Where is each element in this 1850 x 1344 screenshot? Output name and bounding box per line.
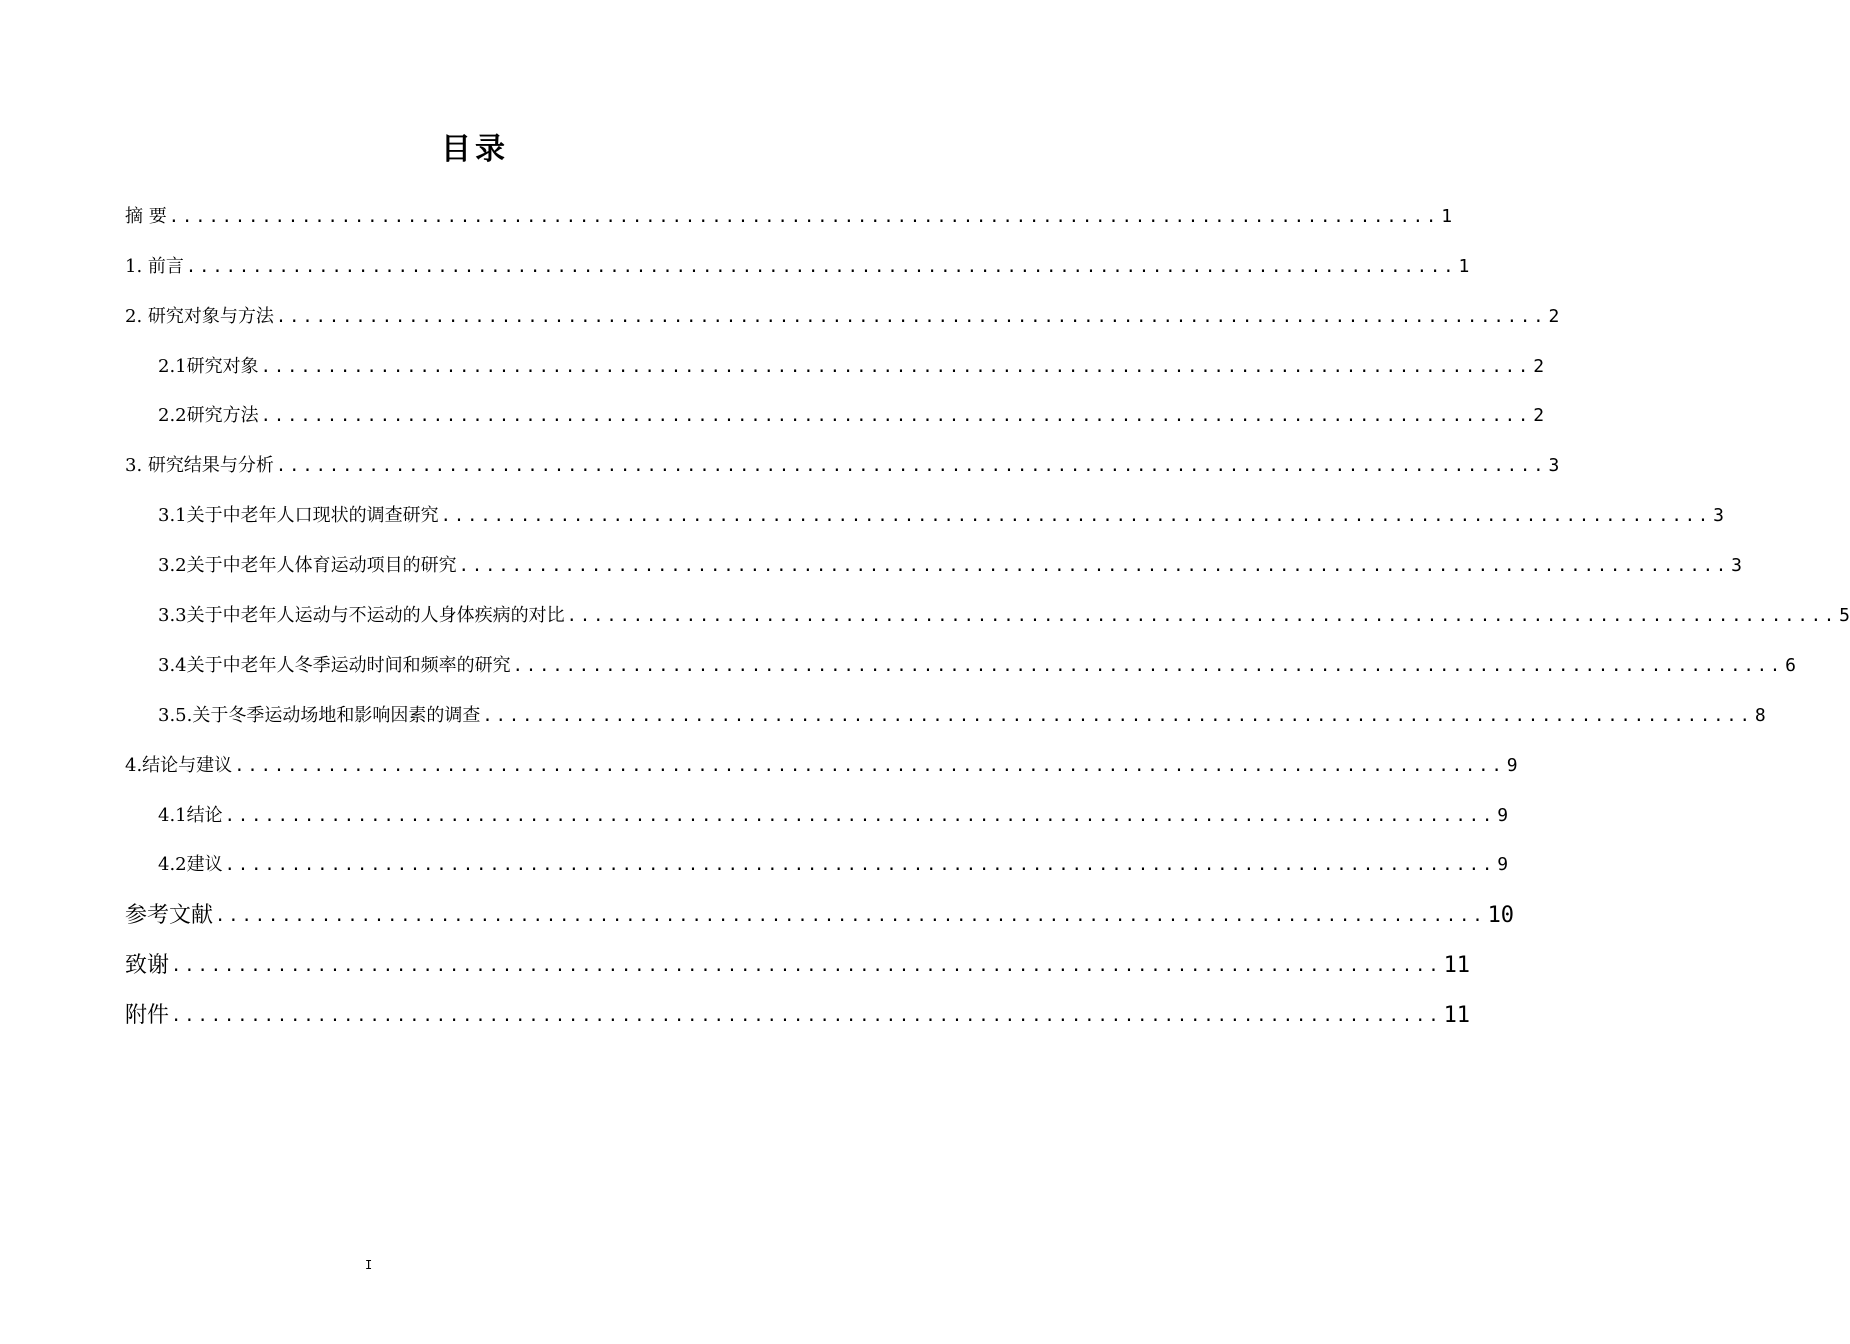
toc-entry-text: 2.1研究对象 xyxy=(158,356,259,377)
toc-entry-page: 2 xyxy=(1533,356,1545,377)
toc-entry[interactable] xyxy=(125,299,1560,335)
toc-entry-text: 1. 前言 xyxy=(125,256,184,277)
toc-entry-page: 11 xyxy=(1443,1003,1471,1028)
toc-entry-page: 8 xyxy=(1754,705,1766,726)
toc-leader-dots: ................................................................................................ xyxy=(275,307,1547,327)
toc-leader-dots: ................................................................................................ xyxy=(512,656,1784,676)
toc-leader-dots: ................................................................................................ xyxy=(275,456,1547,476)
toc-title: 目录 xyxy=(441,132,509,167)
toc-leader-dots: ................................................................................................ xyxy=(168,207,1440,227)
toc-entry-text: 3.5.关于冬季运动场地和影响因素的调查 xyxy=(158,705,481,726)
toc-entry[interactable] xyxy=(158,847,1509,883)
toc-entry-text: 3. 研究结果与分析 xyxy=(125,455,274,476)
toc-entry-text: 3.2关于中老年人体育运动项目的研究 xyxy=(158,555,457,576)
toc-entry[interactable] xyxy=(158,648,1797,684)
toc-entry-page: 11 xyxy=(1443,953,1471,978)
toc-leader-dots: ................................................................................................ xyxy=(482,706,1753,726)
toc-entry-page: 3 xyxy=(1548,455,1560,476)
toc-entry-text: 4.2建议 xyxy=(158,854,223,875)
toc-entry[interactable] xyxy=(125,898,1515,934)
toc-leader-dots: ................................................................................................ xyxy=(224,855,1496,875)
toc-entry-text: 3.1关于中老年人口现状的调查研究 xyxy=(158,505,439,526)
toc-leader-dots: ................................................................................................ xyxy=(171,956,1442,976)
toc-entry[interactable] xyxy=(158,498,1725,534)
toc-entry-text: 4.结论与建议 xyxy=(125,755,233,776)
toc-entry-text: 摘 要 xyxy=(125,206,167,227)
toc-entry[interactable] xyxy=(125,948,1471,984)
toc-entry[interactable] xyxy=(125,199,1453,235)
toc-leader-dots: ................................................................................................ xyxy=(260,357,1532,377)
toc-entry-page: 9 xyxy=(1497,854,1509,875)
toc-entry-text: 4.1结论 xyxy=(158,805,223,826)
toc-entry-text: 致谢 xyxy=(125,953,170,978)
toc-entry-text: 附件 xyxy=(125,1003,170,1028)
toc-leader-dots: ................................................................................................ xyxy=(185,257,1457,277)
toc-entry-text: 参考文献 xyxy=(125,903,214,928)
toc-entry-page: 3 xyxy=(1731,555,1743,576)
toc-entry-page: 5 xyxy=(1839,605,1850,626)
toc-entry-text: 3.4关于中老年人冬季运动时间和频率的研究 xyxy=(158,655,511,676)
toc-entry[interactable] xyxy=(125,448,1560,484)
toc-entry-page: 9 xyxy=(1506,755,1518,776)
toc-entry-page: 3 xyxy=(1713,505,1725,526)
toc-entry-text: 2. 研究对象与方法 xyxy=(125,306,274,327)
toc-leader-dots: ................................................................................................ xyxy=(215,906,1486,926)
toc-entry-text: 3.3关于中老年人运动与不运动的人身体疾病的对比 xyxy=(158,605,565,626)
page-number-footer: I xyxy=(365,1258,373,1272)
toc-leader-dots: ................................................................................................ xyxy=(260,406,1532,426)
toc-entry-page: 2 xyxy=(1548,306,1560,327)
toc-entry[interactable] xyxy=(158,349,1545,385)
toc-leader-dots: ................................................................................................ xyxy=(440,506,1712,526)
toc-leader-dots: ................................................................................................ xyxy=(566,606,1838,626)
toc-entry[interactable] xyxy=(158,798,1509,834)
toc-leader-dots: ................................................................................................ xyxy=(458,556,1730,576)
toc-entry[interactable] xyxy=(158,548,1743,584)
toc-entry-page: 1 xyxy=(1441,206,1453,227)
toc-entry-page: 10 xyxy=(1487,903,1515,928)
toc-entry[interactable] xyxy=(125,748,1518,784)
toc-leader-dots: ................................................................................................ xyxy=(234,756,1505,776)
toc-entry[interactable] xyxy=(158,598,1850,634)
toc-leader-dots: ................................................................................................ xyxy=(224,806,1496,826)
toc-entry-page: 2 xyxy=(1533,405,1545,426)
toc-entry-page: 1 xyxy=(1458,256,1470,277)
toc-entry-text: 2.2研究方法 xyxy=(158,405,259,426)
toc-leader-dots: ................................................................................................ xyxy=(171,1006,1442,1026)
toc-entry-page: 9 xyxy=(1497,805,1509,826)
toc-entry[interactable] xyxy=(125,998,1471,1034)
toc-entry[interactable] xyxy=(158,398,1545,434)
toc-entry-page: 6 xyxy=(1785,655,1797,676)
toc-entry[interactable] xyxy=(125,249,1470,285)
toc-entry[interactable] xyxy=(158,698,1766,734)
